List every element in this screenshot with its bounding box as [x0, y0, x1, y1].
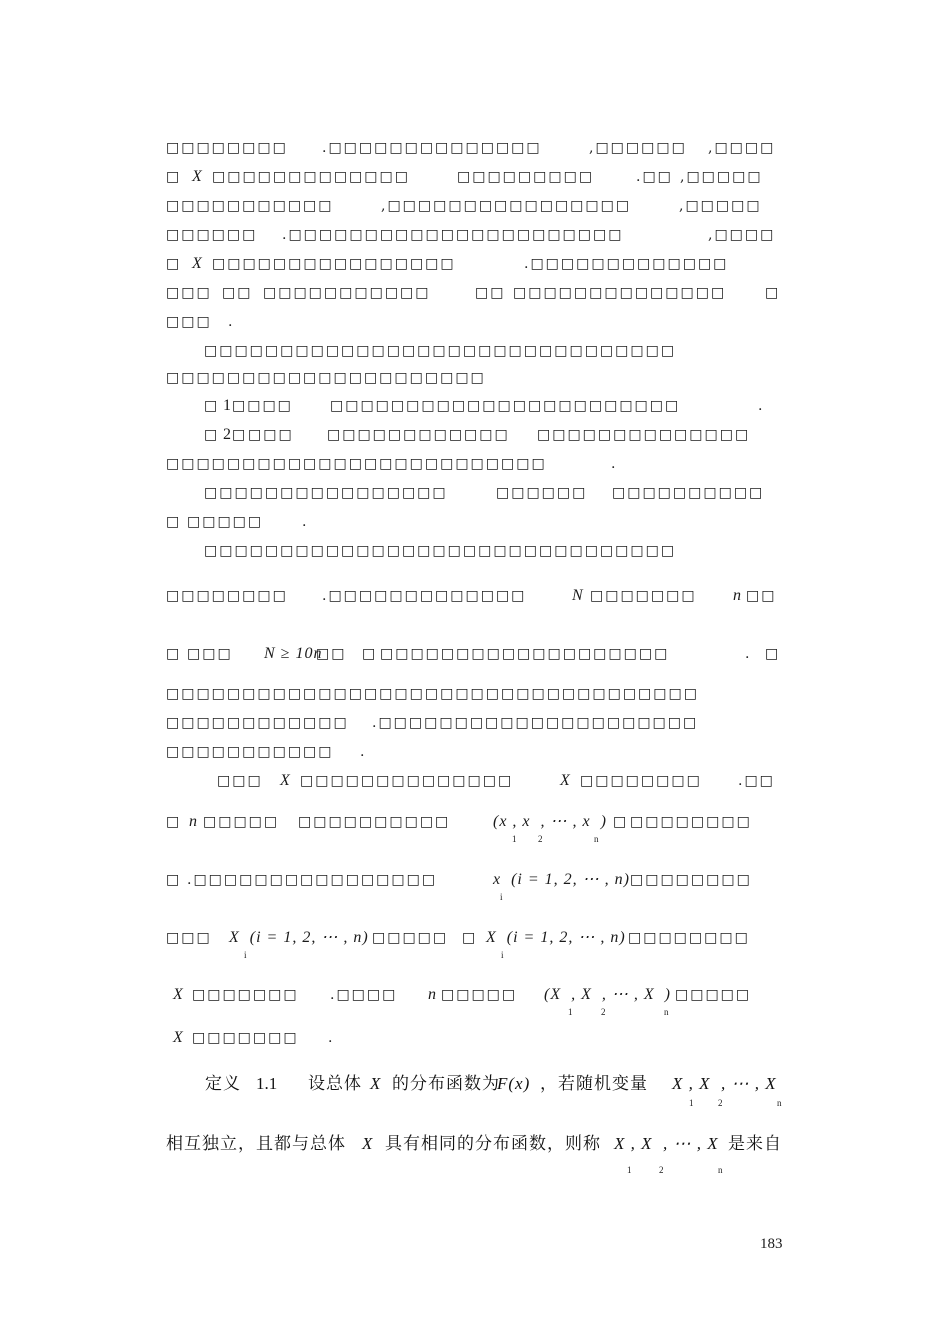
text-fragment: □□ [316, 646, 347, 662]
text-fragment: □□□□□□□□ [580, 773, 702, 789]
math-fragment: X [173, 1029, 184, 1046]
definition-text: 相互独立，且都与总体 [166, 1134, 346, 1154]
definition-label: 定义 [205, 1074, 241, 1094]
text-fragment: □□□□□□□□□□□□□□ [513, 285, 727, 301]
text-fragment: □□□□□□□□□□□□□□□□ [212, 256, 456, 272]
definition-sequence: X , X , ⋯ , X [672, 1074, 777, 1093]
subscript: n [664, 1007, 669, 1017]
text-fragment: □□□□ [232, 398, 293, 414]
math-fragment: n [189, 813, 198, 830]
text-fragment: □□□□□□□□□ [457, 169, 595, 185]
definition-var-x: X [370, 1074, 382, 1093]
math-fragment: n [428, 986, 437, 1003]
text-fragment: □□□□□ [372, 930, 449, 946]
text-fragment: .□□□□□□□□□□□□□ [524, 256, 729, 272]
subscript: i [500, 892, 503, 902]
text-fragment: .□□□□□□□□□□□□□ [322, 588, 527, 604]
text-fragment: .□□□□□□□□□□□□□□□□ [187, 872, 438, 888]
text-fragment: □□□□□□□□□□□□□□□□ [204, 485, 448, 501]
math-fragment: 2 [223, 426, 233, 443]
text-fragment: □□□□□□□□□□□□□□□□□□□□□□□ [330, 398, 681, 414]
text-fragment: □□□□□□□□□□ [298, 814, 451, 830]
math-fragment: x (i = 1, 2, ⋯ , n) [493, 871, 630, 888]
subscript: i [501, 950, 504, 960]
text-fragment: □□□□□□□□ [166, 140, 288, 156]
text-fragment: □□□□□□□□□□□□□□□□□□□□□□□□□□□□□□□ [204, 543, 677, 559]
text-fragment: . [328, 1030, 335, 1046]
subscript: n [718, 1165, 723, 1175]
text-fragment: □□□□□□□□ [166, 588, 288, 604]
text-fragment: □□□□□□□□□□□□ [327, 427, 510, 443]
definition-number: 1.1 [256, 1074, 278, 1093]
text-fragment: □□□□□□□ [590, 588, 697, 604]
definition-text: 是来自 [728, 1134, 782, 1154]
subscript: n [777, 1098, 782, 1108]
subscript: 2 [601, 1007, 606, 1017]
subscript: i [244, 950, 247, 960]
text-fragment: □ [613, 814, 629, 830]
math-fragment: N ≥ 10n [264, 645, 323, 662]
text-fragment: □□□□□□□□□□□□□□ [300, 773, 514, 789]
text-fragment: □□□□□□□□□□ [612, 485, 765, 501]
text-fragment: □□□ [187, 646, 233, 662]
text-fragment: □ [166, 169, 182, 185]
text-fragment: □□□□□□□□□□□ [166, 198, 334, 214]
text-fragment: ,□□□□ [708, 227, 776, 243]
math-fragment: (x , x , ⋯ , x ) [493, 813, 607, 830]
math-fragment: X [192, 255, 203, 272]
math-fragment: X (i = 1, 2, ⋯ , n) [486, 929, 626, 946]
math-fragment: X [280, 772, 291, 789]
page-number: 183 [760, 1236, 783, 1252]
math-fragment: 1 [223, 397, 233, 414]
text-fragment: □ [232, 427, 248, 443]
math-fragment: X (i = 1, 2, ⋯ , n) [229, 929, 369, 946]
text-fragment: □□□ [166, 314, 212, 330]
text-fragment: .□□ [738, 773, 775, 789]
text-fragment: . [302, 514, 309, 530]
text-fragment: □□□□□□□□□□□□□□ [537, 427, 751, 443]
text-fragment: □□ [475, 285, 506, 301]
subscript: 2 [718, 1098, 723, 1108]
text-fragment: □□□□□□□□□□□□□ [212, 169, 410, 185]
definition-text: ，若随机变量 [540, 1074, 648, 1094]
math-fragment: X [192, 168, 203, 185]
text-fragment: □□□□□□□□□□□ [166, 744, 334, 760]
subscript: 1 [512, 834, 517, 844]
text-fragment: . [758, 398, 765, 414]
subscript: 1 [568, 1007, 573, 1017]
text-fragment: □□ [222, 285, 253, 301]
text-fragment: □ [204, 427, 220, 443]
math-fragment: X [173, 986, 184, 1003]
text-fragment: □□□ [248, 427, 294, 443]
math-fragment: X [560, 772, 571, 789]
text-fragment: . [611, 456, 618, 472]
text-fragment: □ [166, 814, 182, 830]
text-fragment: □□ [746, 588, 777, 604]
text-fragment: ,□□□□ [708, 140, 776, 156]
text-fragment: □ [462, 930, 478, 946]
text-fragment: □ [362, 646, 378, 662]
definition-sequence: X , X , ⋯ , X [614, 1134, 719, 1153]
subscript: n [594, 834, 599, 844]
math-fragment: n [733, 587, 742, 604]
text-fragment: . [745, 646, 752, 662]
text-fragment: □□□□□ [441, 987, 518, 1003]
text-fragment: □□□□□□□□ [630, 872, 752, 888]
text-fragment: .□□□□□□□□□□□□□□□□□□□□□ [372, 715, 699, 731]
text-fragment: .□□□□□□□□□□□□□□ [322, 140, 542, 156]
text-fragment: □□□□□□□□□□□□□□□□□□□□□□□□□ [166, 456, 547, 472]
text-fragment: □ [204, 398, 220, 414]
definition-var-x: X [362, 1134, 374, 1153]
text-fragment: .□□ [636, 169, 673, 185]
text-fragment: □□□ [166, 930, 212, 946]
text-fragment: □□□□□□ [166, 227, 258, 243]
text-fragment: □□□□□□ [496, 485, 588, 501]
text-fragment: □□□□□□□□□□□ [263, 285, 431, 301]
text-fragment: □□□□□ [187, 514, 264, 530]
math-fragment: (X , X , ⋯ , X ) [544, 986, 671, 1003]
text-fragment: □□□□□□□ [192, 1030, 299, 1046]
math-fragment: N [572, 587, 584, 604]
text-fragment: □ [765, 646, 781, 662]
definition-text: 的分布函数为 [392, 1074, 500, 1094]
text-fragment: □□□□□□□□□□□□□□□□□□□ [380, 646, 670, 662]
text-fragment: □□□□□□□□ [628, 930, 750, 946]
text-fragment: □□□ [217, 773, 263, 789]
text-fragment: ,□□□□□□ [589, 140, 687, 156]
subscript: 2 [659, 1165, 664, 1175]
text-fragment: . [228, 314, 235, 330]
text-fragment: □□□□□ [203, 814, 280, 830]
text-fragment: □□□ [166, 285, 212, 301]
text-fragment: ,□□□□□ [679, 198, 762, 214]
text-fragment: □ [166, 646, 182, 662]
text-fragment: ,□□□□□ [680, 169, 763, 185]
text-fragment: □□□□□□□□ [630, 814, 752, 830]
text-fragment: .□□□□ [330, 987, 398, 1003]
text-fragment: □□□□□□□□□□□□□□□□□□□□□ [166, 370, 486, 386]
text-fragment: □□□□□□□□□□□□ [166, 715, 349, 731]
text-fragment: □□□□□□□□□□□□□□□□□□□□□□□□□□□□□□□ [204, 343, 677, 359]
definition-fx: F(x) [497, 1074, 531, 1093]
text-fragment: .□□□□□□□□□□□□□□□□□□□□□□ [282, 227, 624, 243]
text-fragment: □□□□□□□ [192, 987, 299, 1003]
text-fragment: □ [166, 514, 182, 530]
text-fragment: □□□□□ [675, 987, 752, 1003]
text-fragment: □□□□□□□□□□□□□□□□□□□□□□□□□□□□□□□□□□□ [166, 686, 699, 702]
text-fragment: ,□□□□□□□□□□□□□□□□ [381, 198, 632, 214]
subscript: 1 [689, 1098, 694, 1108]
text-fragment: □ [765, 285, 781, 301]
text-fragment: □ [166, 256, 182, 272]
text-fragment: □ [166, 872, 182, 888]
definition-text: 具有相同的分布函数，则称 [385, 1134, 601, 1154]
subscript: 2 [538, 834, 543, 844]
text-fragment: . [360, 744, 367, 760]
subscript: 1 [627, 1165, 632, 1175]
definition-text: 设总体 [308, 1074, 362, 1094]
